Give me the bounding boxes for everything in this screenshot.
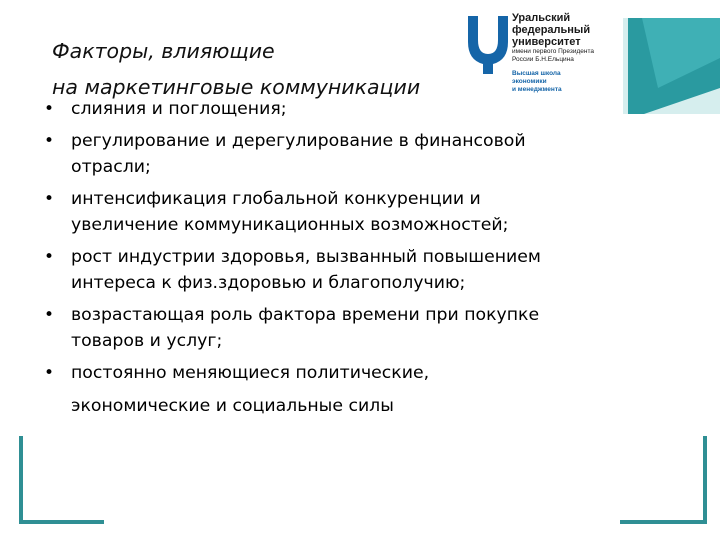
title-line-1: Факторы, влияющие xyxy=(52,39,275,63)
corner-bracket-bottom-left xyxy=(18,436,106,526)
bullet-text: постоянно меняющиеся политические, xyxy=(71,363,430,383)
bullet-text: возрастающая роль фактора времени при покупке xyxy=(71,305,540,325)
logo-subtitle-line-2: России Б.Н.Ельцина xyxy=(512,56,574,63)
bullet-text: интенсификация глобальной конкуренции и xyxy=(71,189,481,209)
bullet-text: слияния и поглощения; xyxy=(71,99,287,119)
bullet-item xyxy=(44,128,684,180)
bullet-list xyxy=(44,96,684,425)
bullet-marker: • xyxy=(44,305,55,325)
bullet-marker: • xyxy=(44,363,55,383)
logo-school-line-2: экономики xyxy=(512,78,547,85)
corner-bracket-bottom-right xyxy=(620,436,710,526)
bullet-text: интереса к физ.здоровью и благополучию; xyxy=(71,273,466,293)
bullet-text: товаров и услуг; xyxy=(71,331,223,351)
bullet-marker: • xyxy=(44,131,55,151)
bullet-marker: • xyxy=(44,99,55,119)
bullet-item xyxy=(44,360,684,419)
bullet-item xyxy=(44,244,684,296)
bullet-text: увеличение коммуникационных возможностей; xyxy=(71,215,509,235)
logo-text xyxy=(512,12,622,94)
bullet-text: экономические и социальные силы xyxy=(71,396,394,416)
logo-school-line-1: Высшая школа xyxy=(512,70,561,77)
bullet-item xyxy=(44,96,684,122)
bullet-text: регулирование и дерегулирование в финансовой xyxy=(71,131,526,151)
logo-name-line-3: университет xyxy=(512,36,581,48)
logo-school-line-3: и менеджмента xyxy=(512,86,562,93)
bullet-item xyxy=(44,186,684,238)
bullet-text: рост индустрии здоровья, вызванный повышением xyxy=(71,247,541,267)
logo-subtitle-line-1: имени первого Президента xyxy=(512,48,595,55)
bullet-text: отрасли; xyxy=(71,157,151,177)
urfu-y-logo-icon xyxy=(466,14,510,76)
title-line-2: на маркетинговые коммуникации xyxy=(52,75,421,99)
bullet-marker: • xyxy=(44,247,55,267)
logo-name-line-2: федеральный xyxy=(512,24,591,36)
logo-name-line-1: Уральский xyxy=(512,12,571,24)
bullet-marker: • xyxy=(44,189,55,209)
bullet-item xyxy=(44,302,684,354)
university-logo xyxy=(466,12,616,108)
